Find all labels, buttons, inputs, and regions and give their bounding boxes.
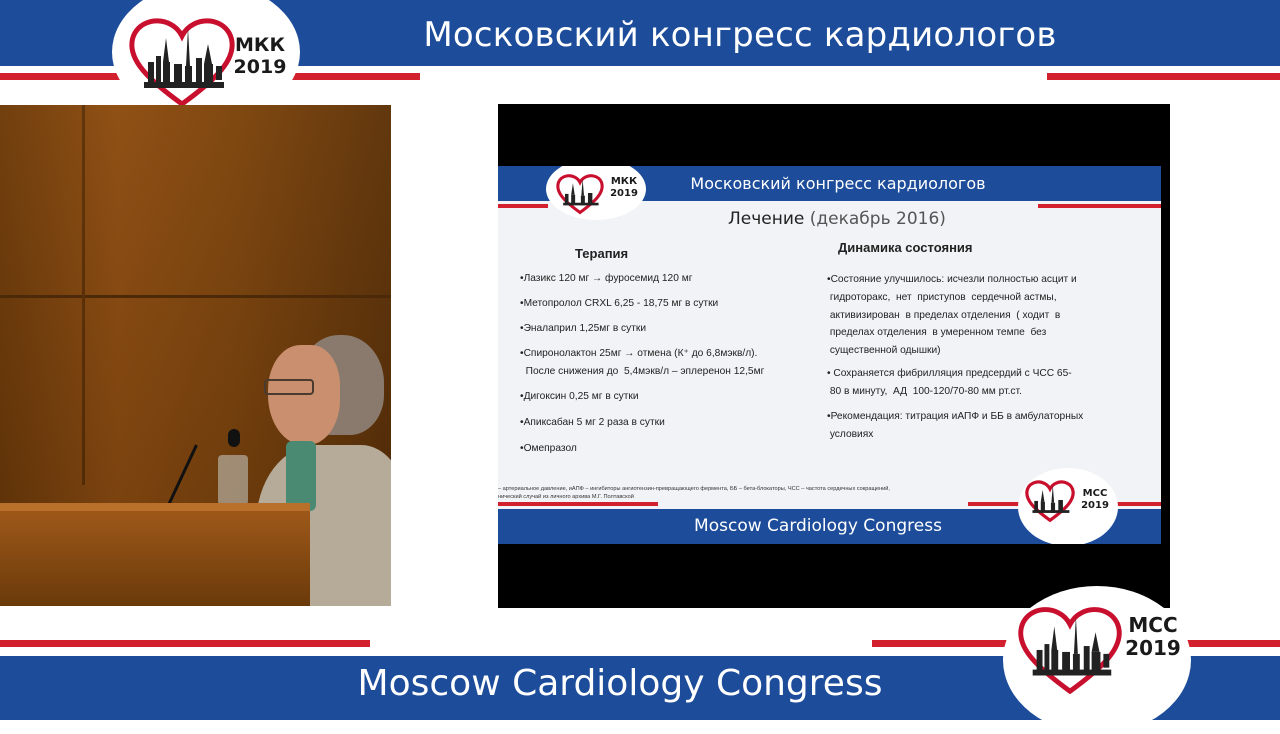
bottom-logo-line2: 2019	[1125, 636, 1181, 660]
slide-right-item: активизирован в пределах отделения ( ходит в	[827, 310, 1061, 321]
presentation-slide	[498, 166, 1161, 544]
slide-right-item: 80 в минуту, АД 100-120/70-80 мм рт.ст.	[827, 386, 1022, 397]
bottom-logo-line1: MCC	[1128, 613, 1178, 637]
slide-title	[728, 208, 1028, 230]
footer-title: Moscow Cardiology Congress	[357, 663, 883, 704]
slide-right-item: существенной одышки)	[827, 345, 941, 356]
slide-title-main: Лечение	[728, 209, 805, 229]
slide-title-sub: (декабрь 2016)	[809, 209, 946, 229]
top-logo	[112, 0, 300, 122]
slide-left-item: •Метопролол CRXL 6,25 - 18,75 мг в сутки	[520, 298, 719, 309]
top-right-red-line	[1047, 73, 1280, 80]
slide-bottom-logo-line1: MCC	[1082, 488, 1108, 499]
top-logo-line1: МКК	[235, 34, 285, 56]
slide-bottom-logo	[1018, 468, 1118, 544]
bottom-left-red-line	[0, 640, 370, 647]
slide-left-item: •Омепразол	[520, 443, 577, 454]
slide-left-item: •Спиронолактон 25мг → отмена (К⁺ до 6,8мэкв/л).	[520, 348, 758, 359]
slide-right-item: • Сохраняется фибрилляция предсердий с ЧСС 65-	[827, 368, 1072, 379]
lectern	[0, 505, 310, 606]
slide-right-item: •Рекомендация: титрация иАПФ и ББ в амбулаторных	[827, 411, 1084, 422]
slide-left-item: •Лазикс 120 мг → фуросемид 120 мг	[520, 273, 693, 284]
slide-left-item: После снижения до 5,4мэкв/л – эплеренон 12,5мг	[520, 366, 765, 377]
slide-left-item: •Эналаприл 1,25мг в сутки	[520, 323, 647, 334]
slide-bottom-logo-line2: 2019	[1081, 500, 1109, 511]
slide-footnote-source: нический случай из личного архива М.Г. Полтавской	[498, 494, 634, 500]
slide-right-heading: Динамика состояния	[838, 240, 973, 255]
slide-top-logo	[546, 166, 646, 220]
heart-moscow-skyline-icon	[126, 8, 238, 112]
heart-moscow-skyline-icon	[554, 170, 606, 216]
slide-left-item: •Дигоксин 0,25 мг в сутки	[520, 391, 639, 402]
header-title: Московский конгресс кардиологов	[423, 15, 1057, 55]
slide-header-title: Московский конгресс кардиологов	[690, 174, 986, 193]
top-logo-line2: 2019	[233, 56, 287, 78]
heart-moscow-skyline-icon	[1024, 476, 1076, 524]
slide-top-logo-line2: 2019	[610, 188, 638, 199]
slide-footer-title: Moscow Cardiology Congress	[694, 516, 942, 536]
slide-left-item: •Апиксабан 5 мг 2 раза в сутки	[520, 417, 665, 428]
slide-footnote: – артериальное давление, иАПФ – ингибиторы ангиотензин-превращающего фермента, ББ – бета-блокаторы, ЧСС – частота сердечных сокращений,	[498, 486, 890, 492]
slide-left-heading: Терапия	[575, 246, 629, 261]
slide-right-item: пределах отделения в умеренном темпе без	[827, 327, 1047, 338]
bottom-logo	[1003, 586, 1191, 734]
slide-right-item: •Состояние улучшилось: исчезли полностью асцит и	[827, 274, 1077, 285]
speaker-video	[0, 105, 391, 606]
slide-right-item: условиях	[827, 429, 874, 440]
heart-moscow-skyline-icon	[1015, 594, 1125, 702]
slide-right-item: гидроторакс, нет приступов сердечной астмы,	[827, 292, 1057, 303]
slide-top-logo-line1: МКК	[610, 176, 638, 187]
